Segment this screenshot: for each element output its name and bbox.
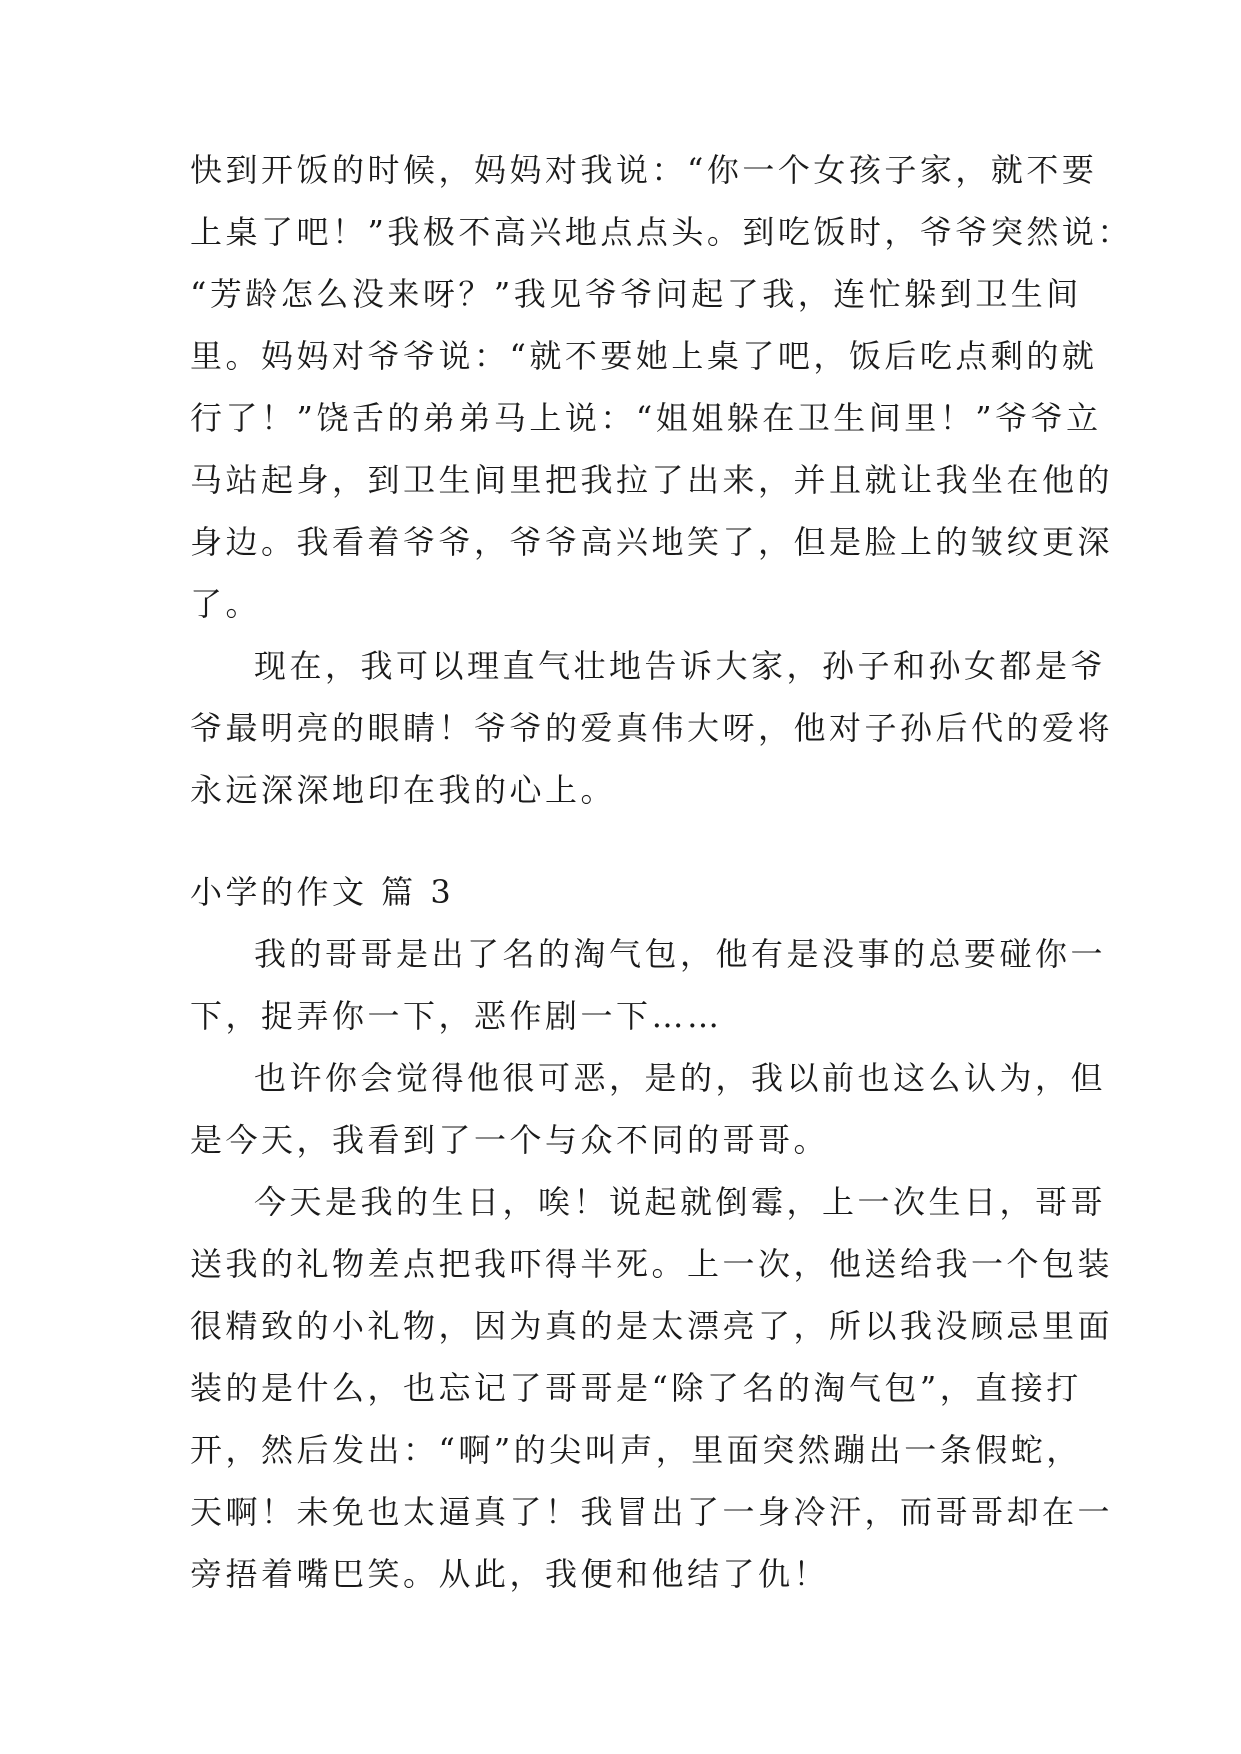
paragraph-line: “芳龄怎么没来呀？”我见爷爷问起了我，连忙躲到卫生间 xyxy=(190,275,1082,313)
paragraph-line: 了。 xyxy=(190,585,262,623)
paragraph-line: 开，然后发出：“啊”的尖叫声，里面突然蹦出一条假蛇， xyxy=(190,1431,1082,1469)
paragraph-line: 今天是我的生日，唉！说起就倒霉，上一次生日，哥哥 xyxy=(254,1183,1107,1221)
paragraph-line: 马站起身，到卫生间里把我拉了出来，并且就让我坐在他的 xyxy=(190,461,1114,499)
paragraph-line: 快到开饭的时候，妈妈对我说：“你一个女孩子家，就不要 xyxy=(190,151,1098,189)
paragraph-line: 上桌了吧！”我极不高兴地点点头。到吃饭时，爷爷突然说： xyxy=(190,213,1133,251)
paragraph-line: 下，捉弄你一下，恶作剧一下…… xyxy=(190,997,723,1035)
paragraph-line: 是今天，我看到了一个与众不同的哥哥。 xyxy=(190,1121,830,1159)
section-title: 小学的作文 篇 3 xyxy=(190,873,455,911)
paragraph-line: 里。妈妈对爷爷说：“就不要她上桌了吧，饭后吃点剩的就 xyxy=(190,337,1098,375)
paragraph-line: 天啊！未免也太逼真了！我冒出了一身冷汗，而哥哥却在一 xyxy=(190,1493,1114,1531)
paragraph-line: 很精致的小礼物，因为真的是太漂亮了，所以我没顾忌里面 xyxy=(190,1307,1114,1345)
paragraph-line: 爷最明亮的眼睛！爷爷的爱真伟大呀，他对子孙后代的爱将 xyxy=(190,709,1114,747)
paragraph-line: 我的哥哥是出了名的淘气包，他有是没事的总要碰你一 xyxy=(254,935,1107,973)
paragraph-line: 也许你会觉得他很可恶，是的，我以前也这么认为，但 xyxy=(254,1059,1107,1097)
paragraph-line: 旁捂着嘴巴笑。从此，我便和他结了仇！ xyxy=(190,1555,830,1593)
paragraph-line: 身边。我看着爷爷，爷爷高兴地笑了，但是脸上的皱纹更深 xyxy=(190,523,1114,561)
paragraph-line: 送我的礼物差点把我吓得半死。上一次，他送给我一个包装 xyxy=(190,1245,1114,1283)
paragraph-line: 永远深深地印在我的心上。 xyxy=(190,771,617,809)
paragraph-line: 现在，我可以理直气壮地告诉大家，孙子和孙女都是爷 xyxy=(254,647,1107,685)
paragraph-line: 行了！”饶舌的弟弟马上说：“姐姐躲在卫生间里！”爷爷立 xyxy=(190,399,1102,437)
paragraph-line: 装的是什么，也忘记了哥哥是“除了名的淘气包”，直接打 xyxy=(190,1369,1082,1407)
